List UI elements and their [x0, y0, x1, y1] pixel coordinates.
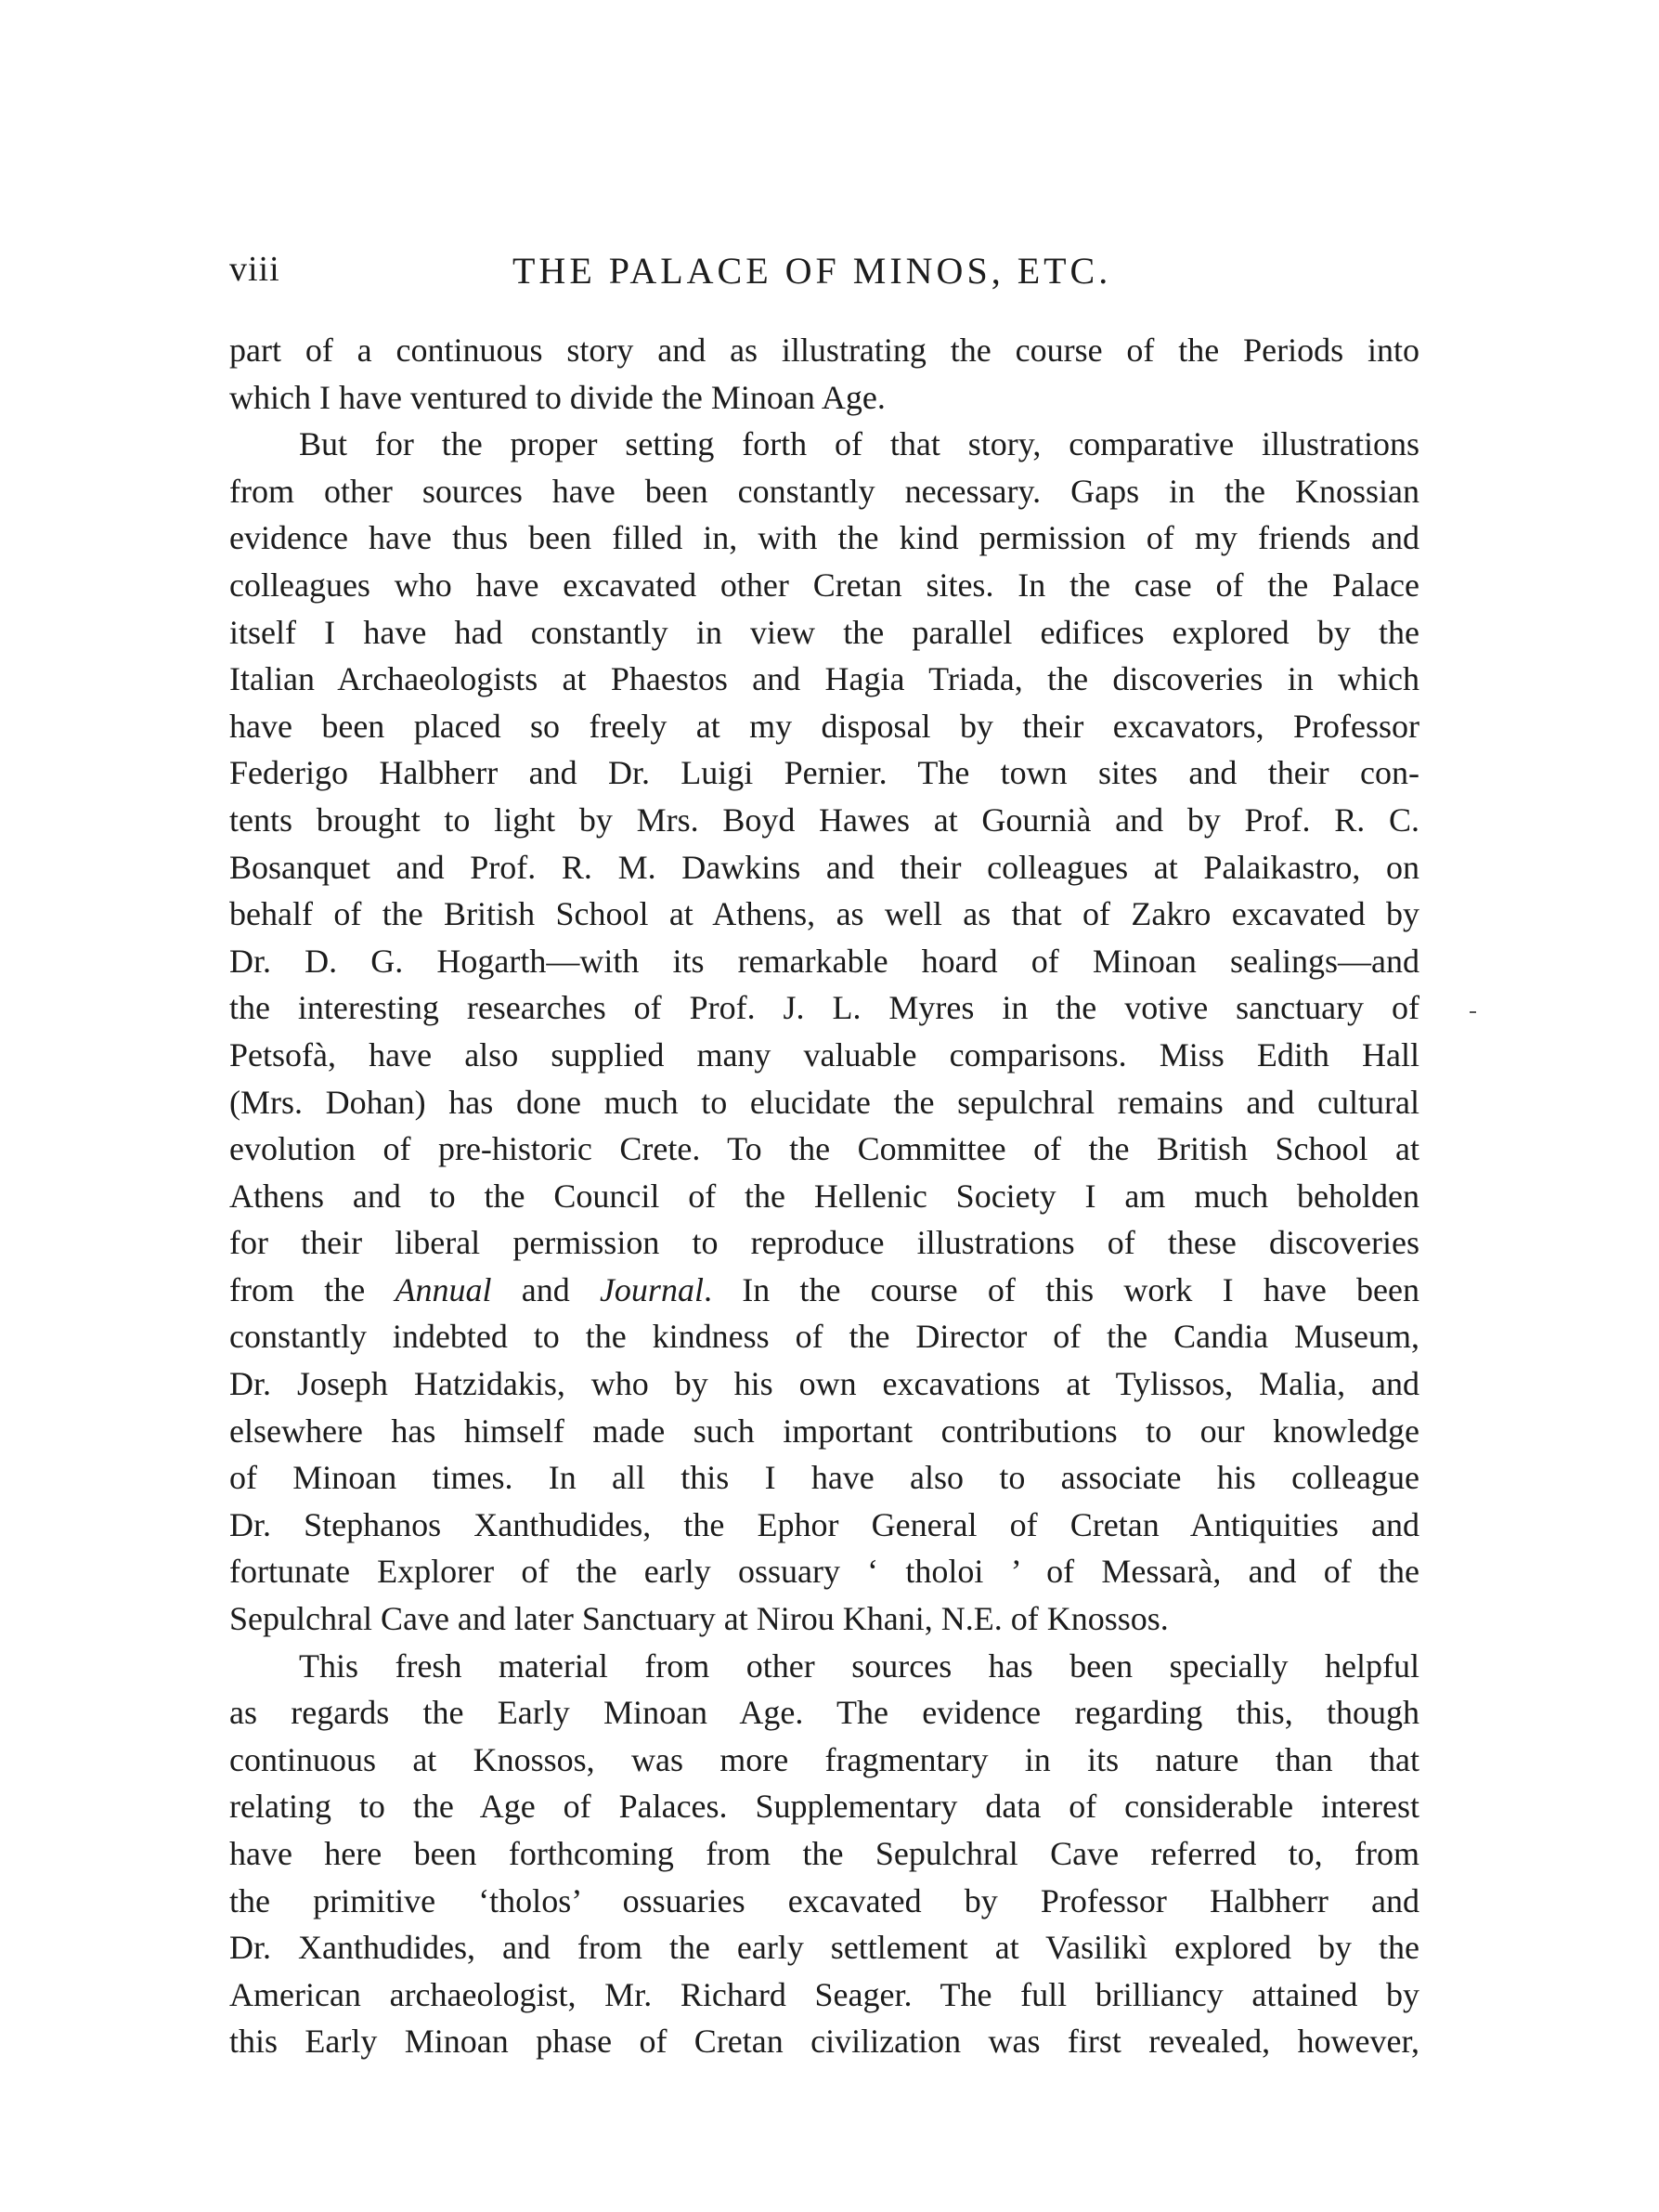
text-line: itself I have had constantly in view the parallel edifices explored by the	[229, 613, 1419, 651]
text-fragment: . In the course of this work I have been	[703, 1270, 1419, 1308]
paragraph	[229, 327, 1419, 421]
text-fragment: from the	[229, 1270, 395, 1308]
text-line: Bosanquet and Prof. R. M. Dawkins and their colleagues at Palaikastro, on	[229, 848, 1419, 886]
text-line: this Early Minoan phase of Cretan civilization was first revealed, however,	[229, 2023, 1419, 2061]
body-text	[229, 327, 1419, 2065]
text-line: from other sources have been constantly necessary. Gaps in the Knossian	[229, 472, 1419, 510]
text-line: Dr. Joseph Hatzidakis, who by his own excavations at Tylissos, Malia, and	[229, 1365, 1419, 1403]
text-line: colleagues who have excavated other Cretan sites. In the case of the Palace	[229, 566, 1419, 604]
margin-mark	[1470, 1011, 1476, 1013]
running-head	[229, 249, 1418, 305]
text-line: constantly indebted to the kindness of the Director of the Candia Museum,	[229, 1318, 1419, 1356]
text-line: Federigo Halbherr and Dr. Luigi Pernier. The town sites and their con-	[229, 754, 1419, 792]
text-line: relating to the Age of Palaces. Supplementary data of considerable interest	[229, 1788, 1419, 1826]
text-line: of Minoan times. In all this I have also to associate his colleague	[229, 1459, 1419, 1497]
text-line: Dr. D. G. Hogarth—with its remarkable hoard of Minoan sealings—and	[229, 942, 1419, 980]
text-line: This fresh material from other sources has been specially helpful	[299, 1646, 1419, 1685]
text-line: have here been forthcoming from the Sepulchral Cave referred to, from	[229, 1835, 1419, 1872]
text-line: have been placed so freely at my disposal by their excavators, Professor	[229, 707, 1419, 745]
text-line: tents brought to light by Mrs. Boyd Hawes at Gournià and by Prof. R. C.	[229, 800, 1419, 839]
text-line: behalf of the British School at Athens, as well as that of Zakro excavated by	[229, 895, 1419, 933]
text-line: part of a continuous story and as illustrating the course of the Periods into	[229, 332, 1419, 369]
text-line: But for the proper setting forth of that story, comparative illustrations	[299, 425, 1419, 463]
text-line: the primitive ‘tholos’ ossuaries excavated by Professor Halbherr and	[229, 1881, 1419, 1919]
page-number: viii	[229, 250, 280, 289]
text-line: Dr. Stephanos Xanthudides, the Ephor General of Cretan Antiquities and	[229, 1505, 1419, 1543]
text-line: Sepulchral Cave and later Sanctuary at Nirou Khani, N.E. of Knossos.	[229, 1600, 1169, 1638]
text-line: American archaeologist, Mr. Richard Seager. The full brilliancy attained by	[229, 1975, 1419, 2013]
text-line: for their liberal permission to reproduce illustrations of these discoveries	[229, 1224, 1419, 1262]
text-line: as regards the Early Minoan Age. The evidence regarding this, though	[229, 1694, 1419, 1732]
text-line: fortunate Explorer of the early ossuary ‘ tholoi ’ of Messarà, and of the	[229, 1553, 1419, 1591]
paragraph	[229, 421, 1419, 1642]
italic-title-journal: Journal	[599, 1270, 704, 1308]
italic-title-annual: Annual	[395, 1270, 492, 1308]
text-line: continuous at Knossos, was more fragmentary in its nature than that	[229, 1740, 1419, 1778]
text-fragment: and	[491, 1270, 600, 1308]
text-line: evolution of pre-historic Crete. To the Committee of the British School at	[229, 1130, 1419, 1168]
running-title: THE PALACE OF MINOS, ETC.	[512, 250, 1112, 292]
text-line-with-italics	[229, 1267, 1419, 1314]
text-line: Athens and to the Council of the Hellenic Society I am much beholden	[229, 1177, 1419, 1215]
text-line: which I have ventured to divide the Minoan Age.	[229, 378, 886, 416]
paragraph	[229, 1643, 1419, 2065]
text-line: the interesting researches of Prof. J. L. Myres in the votive sanctuary of	[229, 989, 1419, 1027]
text-line: Italian Archaeologists at Phaestos and Hagia Triada, the discoveries in which	[229, 660, 1419, 698]
text-line: Dr. Xanthudides, and from the early settlement at Vasilikì explored by the	[229, 1929, 1419, 1967]
text-line: evidence have thus been filled in, with the kind permission of my friends and	[229, 519, 1419, 557]
text-line: Petsofà, have also supplied many valuable comparisons. Miss Edith Hall	[229, 1035, 1419, 1073]
text-line: elsewhere has himself made such important contributions to our knowledge	[229, 1412, 1419, 1450]
text-line: (Mrs. Dohan) has done much to elucidate the sepulchral remains and cultural	[229, 1083, 1419, 1121]
